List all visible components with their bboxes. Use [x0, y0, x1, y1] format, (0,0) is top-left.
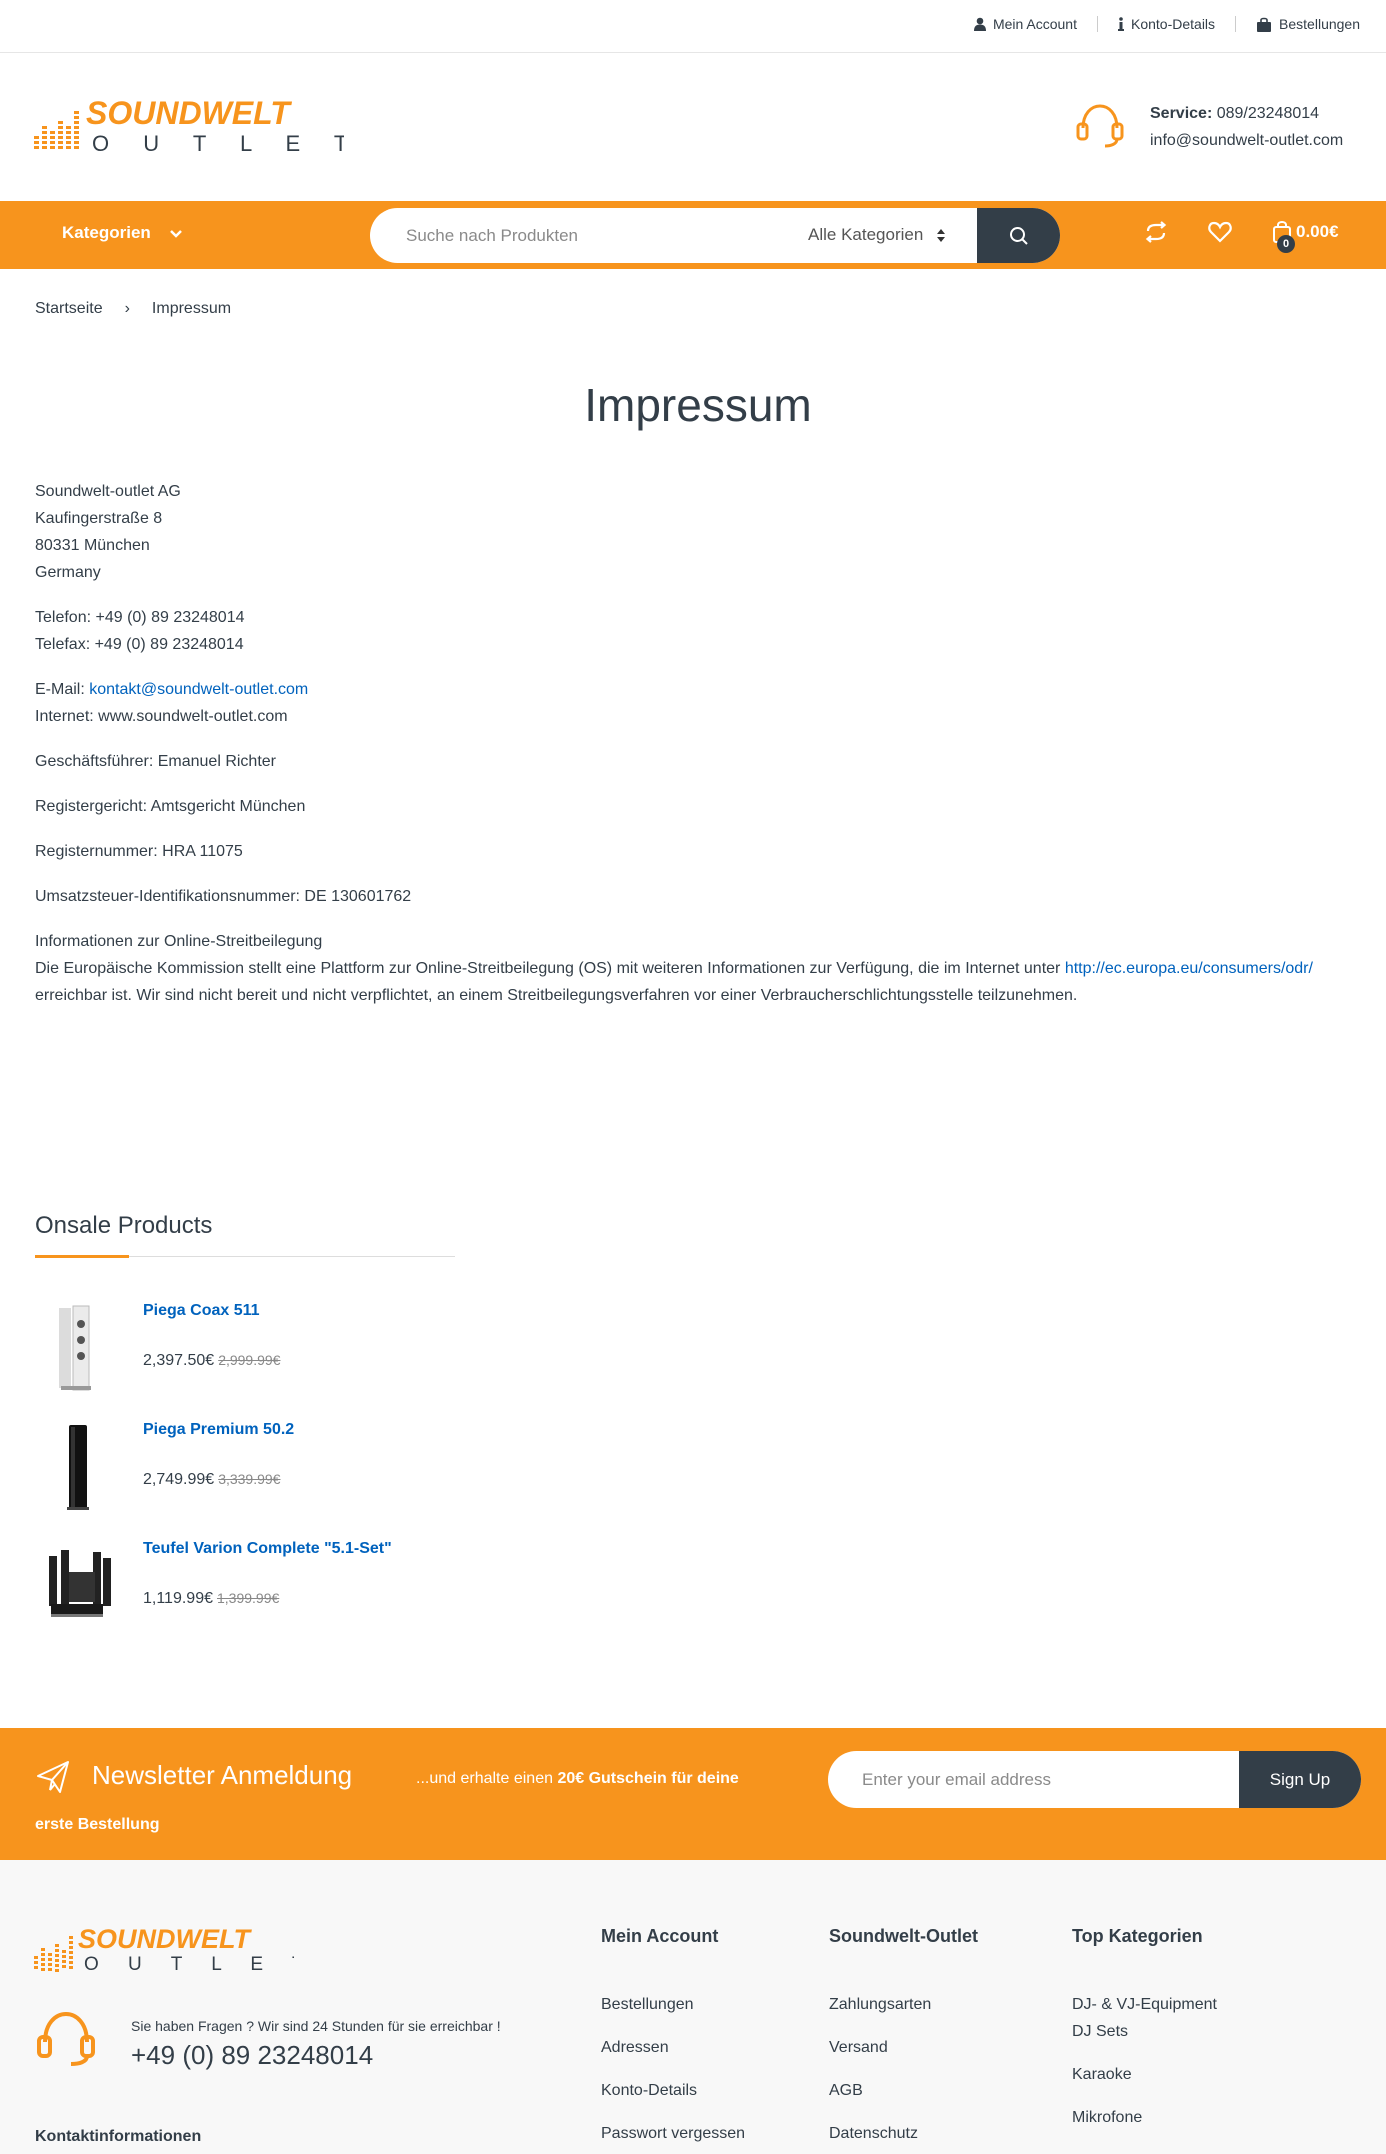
site-header — [0, 54, 1386, 201]
email-label: E-Mail: — [35, 681, 90, 698]
compare-button[interactable] — [1144, 221, 1168, 243]
impressum-content — [35, 478, 1375, 1027]
footer-column-shop — [829, 1926, 978, 2154]
footer-column-title: Top Kategorien — [1072, 1926, 1203, 1946]
account-links — [974, 16, 1360, 32]
old-price: 2,999.99€ — [218, 1352, 281, 1368]
my-account-label: Mein Account — [992, 16, 1077, 32]
contact-heading: Kontaktinformationen — [35, 2128, 202, 2145]
footer-link[interactable]: Zahlungsarten — [829, 1996, 932, 2013]
newsletter-section — [0, 1728, 1386, 1860]
phone-block — [35, 604, 1375, 658]
support-phone: +49 (0) 89 23248014 — [131, 2040, 374, 2070]
registernummer: Registernummer: HRA 11075 — [35, 843, 243, 860]
sort-arrows-icon — [937, 229, 945, 242]
old-price: 1,399.99€ — [217, 1590, 280, 1606]
logo-equalizer-icon — [34, 1924, 294, 1974]
breadcrumb-current: Impressum — [151, 300, 232, 317]
service-label: Service: — [1150, 105, 1213, 122]
footer-logo-title: SOUNDWELT — [78, 1924, 250, 1954]
product-item[interactable] — [35, 1300, 635, 1400]
sale-price: 2,749.99€ — [143, 1471, 215, 1488]
page-title: Impressum — [584, 379, 812, 431]
footer-link[interactable]: Konto-Details — [601, 2082, 698, 2099]
search-input[interactable] — [370, 208, 790, 263]
dispute-resolution-block — [35, 928, 1375, 1009]
newsletter-text-bold: 20€ Gutschein für deine — [557, 1770, 739, 1787]
header-actions — [1144, 220, 1339, 250]
support-text: Sie haben Fragen ? Wir sind 24 Stunden für sie erreichbar ! — [131, 2018, 501, 2034]
wishlist-button[interactable] — [1208, 221, 1232, 243]
product-image[interactable] — [35, 1300, 123, 1400]
footer-link[interactable]: Karaoke — [1072, 2066, 1132, 2083]
address-block — [35, 478, 1375, 586]
web-block — [35, 676, 1375, 730]
registergericht: Registergericht: Amtsgericht München — [35, 798, 306, 815]
product-item[interactable] — [35, 1419, 635, 1519]
orders-label: Bestellungen — [1279, 16, 1360, 32]
newsletter-form — [828, 1751, 1361, 1808]
product-item[interactable] — [35, 1538, 635, 1638]
footer-link[interactable]: Adressen — [601, 2039, 669, 2056]
cart-button[interactable] — [1272, 220, 1339, 250]
categories-label: Kategorien — [62, 223, 151, 242]
divider — [1235, 16, 1236, 32]
telefax: Telefax: +49 (0) 89 23248014 — [35, 636, 244, 653]
footer-link[interactable]: DJ- & VJ-Equipment — [1072, 1996, 1217, 2013]
top-bar — [0, 0, 1386, 53]
footer-link[interactable]: Bestellungen — [601, 1996, 694, 2013]
footer-link[interactable]: Versand — [829, 2039, 888, 2056]
os-heading: Informationen zur Online-Streitbeilegung — [35, 933, 323, 950]
product-image[interactable] — [35, 1419, 123, 1519]
breadcrumb-home[interactable]: Startseite — [35, 300, 103, 317]
footer-column-title: Mein Account — [601, 1926, 719, 1946]
bag-icon — [1256, 17, 1272, 32]
account-details-link[interactable] — [1118, 16, 1215, 32]
compare-icon — [1144, 221, 1168, 243]
product-name[interactable]: Piega Premium 50.2 — [143, 1421, 295, 1438]
newsletter-text-line2: erste Bestellung — [35, 1816, 160, 1833]
service-phone: 089/23248014 — [1216, 105, 1320, 122]
product-price — [143, 1471, 280, 1489]
company-name: Soundwelt-outlet AG — [35, 483, 181, 500]
logo-title: SOUNDWELT — [86, 96, 290, 131]
os-link[interactable]: http://ec.europa.eu/consumers/odr/ — [1064, 960, 1313, 977]
city: 80331 München — [35, 537, 150, 554]
info-icon — [1118, 17, 1124, 31]
sign-up-button[interactable]: Sign Up — [1239, 1751, 1361, 1808]
search-category-value: Alle Kategorien — [808, 225, 924, 244]
product-search — [370, 208, 1060, 263]
country: Germany — [35, 564, 101, 581]
logo-subtitle: O U T L E T — [92, 131, 344, 156]
categories-dropdown[interactable] — [62, 223, 183, 243]
my-account-link[interactable] — [974, 16, 1077, 32]
footer-logo[interactable] — [34, 1924, 294, 1974]
headset-icon — [35, 2010, 97, 2066]
footer-logo-subtitle: O U T L E T — [84, 1954, 294, 1974]
breadcrumb — [35, 300, 231, 318]
search-category-select[interactable] — [808, 225, 945, 245]
footer-column-account — [601, 1926, 745, 2154]
onsale-title: Onsale Products — [35, 1212, 213, 1239]
logo-equalizer-icon — [34, 96, 344, 156]
telefon: Telefon: +49 (0) 89 23248014 — [35, 609, 245, 626]
cart-total: 0.00€ — [1296, 222, 1339, 241]
site-footer — [0, 1860, 1386, 2154]
newsletter-text-pre: ...und erhalte einen — [416, 1770, 558, 1787]
old-price: 3,339.99€ — [218, 1471, 281, 1487]
footer-link[interactable]: Datenschutz — [829, 2125, 918, 2142]
footer-link[interactable]: DJ Sets — [1072, 2023, 1129, 2040]
account-details-label: Konto-Details — [1131, 16, 1216, 32]
product-name[interactable]: Piega Coax 511 — [143, 1302, 260, 1319]
service-contact — [1075, 100, 1365, 160]
product-name[interactable]: Teufel Varion Complete "5.1-Set" — [143, 1540, 392, 1557]
headset-icon — [1075, 102, 1125, 148]
product-image[interactable] — [35, 1538, 123, 1638]
divider — [1097, 16, 1098, 32]
footer-column-title: Soundwelt-Outlet — [829, 1926, 978, 1946]
chevron-down-icon — [169, 229, 183, 238]
paper-plane-icon — [36, 1760, 70, 1794]
email-link[interactable]: kontakt@soundwelt-outlet.com — [89, 681, 309, 698]
footer-column-categories — [1072, 1926, 1217, 2147]
heart-icon — [1208, 221, 1232, 243]
footer-link[interactable]: Mikrofone — [1072, 2109, 1143, 2126]
footer-link[interactable]: Passwort vergessen — [601, 2125, 746, 2142]
onsale-divider-accent — [35, 1255, 129, 1258]
site-logo[interactable] — [34, 96, 344, 156]
sale-price: 2,397.50€ — [143, 1352, 215, 1369]
orders-link[interactable] — [1256, 16, 1360, 32]
ust-id: Umsatzsteuer-Identifikationsnummer: DE 130601762 — [35, 888, 412, 905]
os-text-1: Die Europäische Kommission stellt eine Plattform zur Online-Streitbeilegung (OS) mit weiteren Informationen zur Verfügung, die im Internet unter — [35, 960, 1065, 977]
internet: Internet: www.soundwelt-outlet.com — [35, 708, 288, 725]
street: Kaufingerstraße 8 — [35, 510, 163, 527]
footer-support — [35, 2010, 595, 2080]
product-price — [143, 1590, 279, 1608]
geschaeftsfuehrer: Geschäftsführer: Emanuel Richter — [35, 753, 276, 770]
os-text-2: erreichbar ist. Wir sind nicht bereit und nicht verpflichtet, an einem Streitbeilegungsverfahren vor einer Verbraucherschlichtungsstelle teilzunehmen. — [35, 987, 1078, 1004]
service-email[interactable]: info@soundwelt-outlet.com — [1150, 132, 1344, 149]
breadcrumb-separator: › — [124, 300, 130, 317]
cart-count-badge: 0 — [1277, 235, 1295, 253]
sale-price: 1,119.99€ — [143, 1590, 213, 1607]
newsletter-text — [416, 1770, 739, 1788]
newsletter-title: Newsletter Anmeldung — [92, 1760, 353, 1790]
search-button[interactable] — [977, 208, 1060, 263]
search-icon — [1009, 226, 1029, 246]
user-icon — [974, 17, 986, 31]
newsletter-email-input[interactable] — [828, 1751, 1238, 1808]
main-navbar — [0, 201, 1386, 269]
product-price — [143, 1352, 280, 1370]
footer-link[interactable]: AGB — [829, 2082, 863, 2099]
